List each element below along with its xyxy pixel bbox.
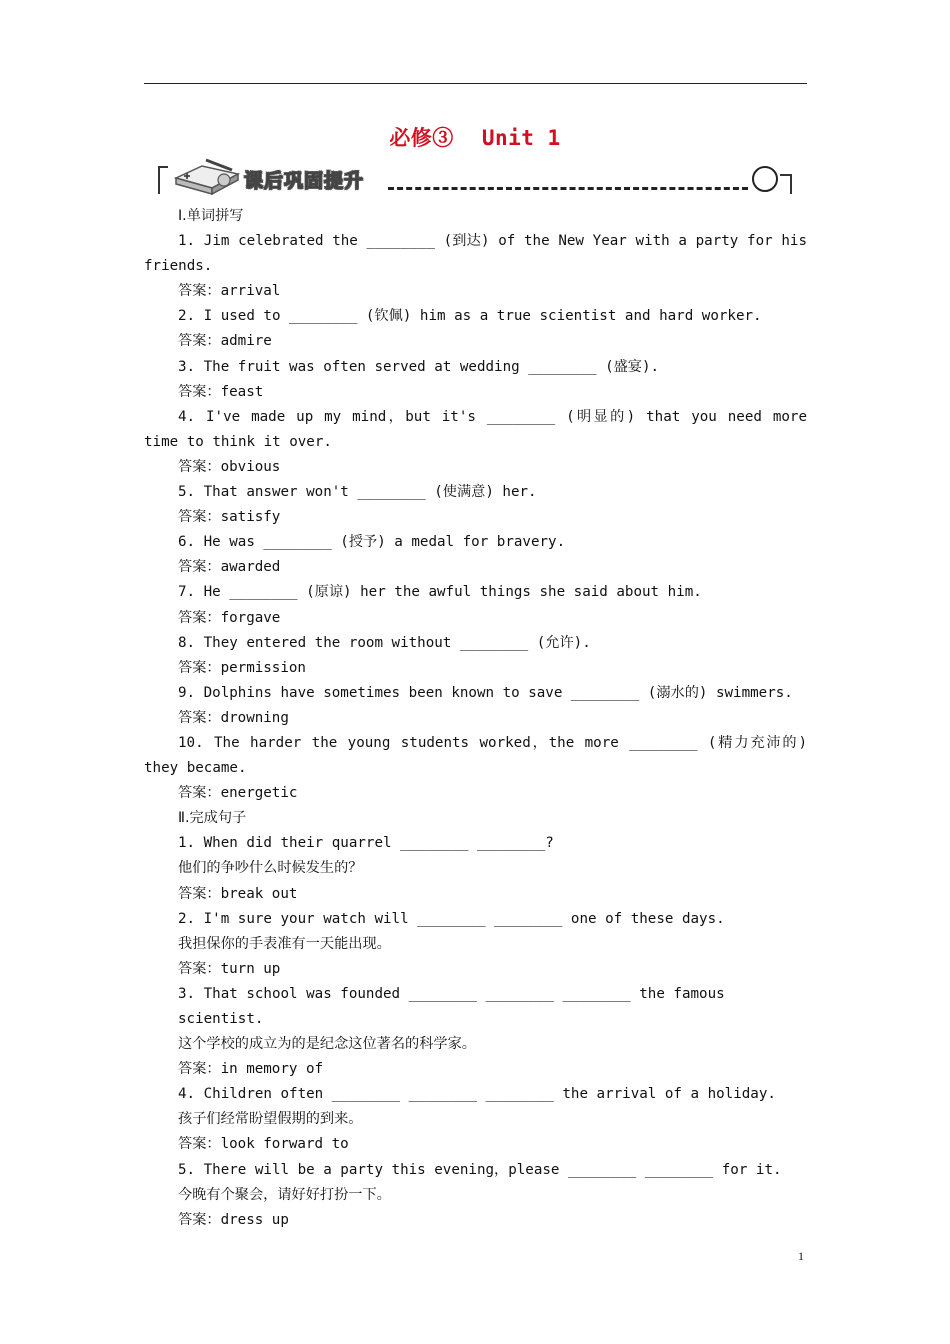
translation-item: 这个学校的成立为的是纪念这位著名的科学家。 <box>178 1036 476 1053</box>
answer-item: 答案：obvious <box>178 458 281 475</box>
question-item: 7. He ________ (原谅) her the awful things she said about him. <box>178 584 702 601</box>
answer-item: 答案：in memory of <box>178 1061 324 1078</box>
answer-item: 答案：permission <box>178 659 306 676</box>
question-item: 6. He was ________ (授予) a medal for bravery. <box>178 534 566 551</box>
section2-list <box>144 831 807 1233</box>
question-item: 5. That answer won't ________ (使满意) her. <box>178 484 537 501</box>
answer-item: 答案：awarded <box>178 559 281 576</box>
translation-item: 他们的争吵什么时候发生的？ <box>178 860 363 877</box>
answer-item: 答案：turn up <box>178 960 281 977</box>
answer-item: 答案：break out <box>178 885 298 902</box>
section1-list <box>144 229 807 806</box>
banner-dash-line <box>388 187 748 190</box>
question-item: 10. The harder the young students worked，the more ________ (精力充沛的) they became. <box>144 734 807 777</box>
page-title <box>0 122 950 152</box>
top-rule <box>144 83 807 84</box>
section-banner <box>158 154 792 196</box>
page-number: 1 <box>798 1249 804 1263</box>
question-item: 8. They entered the room without ________ (允许). <box>178 634 591 651</box>
answer-item: 答案：satisfy <box>178 509 281 526</box>
circle-icon <box>752 166 778 192</box>
translation-item: 我担保你的手表准有一天能出现。 <box>178 935 391 952</box>
question-item: 2. I'm sure your watch will ________ ________ one of these days. <box>178 910 725 927</box>
answer-item: 答案：dress up <box>178 1211 289 1228</box>
title-right: Unit 1 <box>481 126 561 150</box>
banner-label: 课后巩固提升 <box>244 170 365 192</box>
answer-item: 答案：forgave <box>178 609 281 626</box>
answer-item: 答案：energetic <box>178 785 298 802</box>
question-item: 9. Dolphins have sometimes been known to save ________ (溺水的) swimmers. <box>178 684 793 701</box>
section1-heading: Ⅰ.单词拼写 <box>178 208 244 224</box>
section2-heading: Ⅱ.完成句子 <box>178 810 247 827</box>
question-item: 4. I've made up my mind，but it's ________ (明显的) that you need more time to think it over. <box>144 408 807 450</box>
question-item: 3. The fruit was often served at wedding ________ (盛宴). <box>178 358 660 375</box>
exercise-content <box>144 204 807 1233</box>
answer-item: 答案：admire <box>178 333 272 350</box>
answer-item: 答案：feast <box>178 383 264 400</box>
question-item: 2. I used to ________ (钦佩) him as a true scientist and hard worker. <box>178 308 762 325</box>
answer-item: 答案：drowning <box>178 709 289 726</box>
question-item: 5. There will be a party this evening，please ________ ________ for it. <box>178 1161 782 1178</box>
translation-item: 孩子们经常盼望假期的到来。 <box>178 1111 363 1128</box>
translation-item: 今晚有个聚会，请好好打扮一下。 <box>178 1186 391 1203</box>
question-item: 4. Children often ________ ________ ________ the arrival of a holiday. <box>178 1086 776 1103</box>
question-item: 1. Jim celebrated the ________ (到达) of the New Year with a party for his friends. <box>144 233 807 275</box>
book-pen-icon <box>172 156 244 196</box>
question-item: 3. That school was founded ________ ________ ________ the famous scientist. <box>178 985 725 1027</box>
answer-item: 答案：arrival <box>178 283 281 300</box>
question-item: 1. When did their quarrel ________ ________? <box>178 835 554 852</box>
title-left: 必修③ <box>389 126 454 150</box>
answer-item: 答案：look forward to <box>178 1136 349 1153</box>
